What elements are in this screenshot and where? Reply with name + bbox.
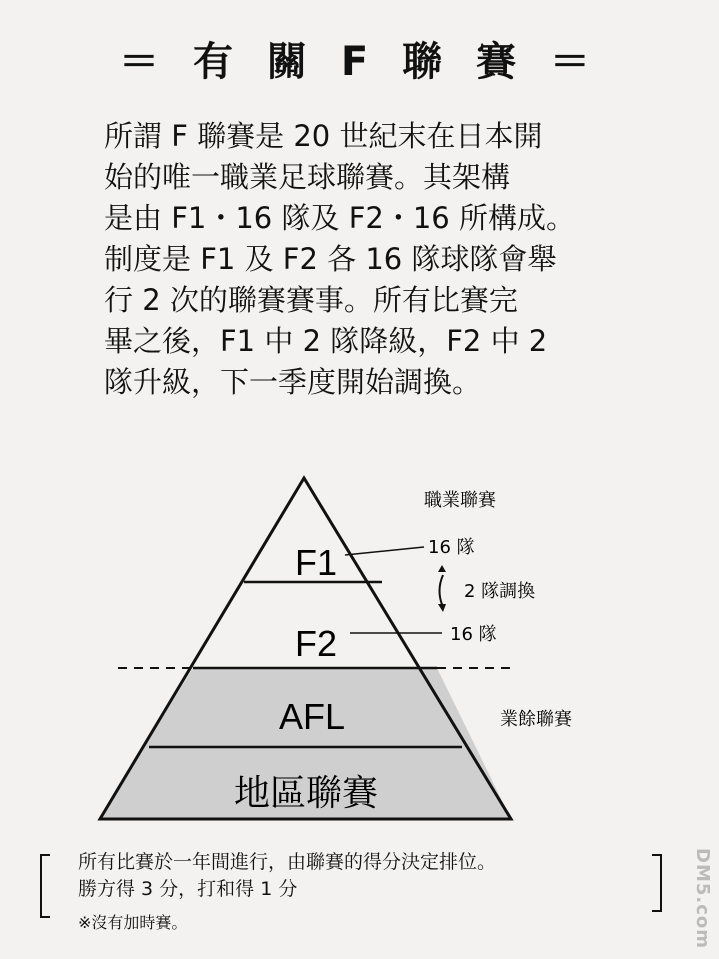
rules-note <box>78 849 658 936</box>
swap-arrow-icon <box>438 565 446 612</box>
swap-label: 2 隊調換 <box>464 581 536 602</box>
tier-label-f2: F2 <box>294 623 338 664</box>
note-left-bracket <box>41 855 50 917</box>
tier-label-regional: 地區聯賽 <box>233 773 379 814</box>
amateur-league-label: 業餘聯賽 <box>500 709 572 730</box>
paragraph-line: 行 2 次的聯賽賽事。所有比賽完 <box>104 283 518 317</box>
paragraph-line: 制度是 F1 及 F2 各 16 隊球隊會舉 <box>104 242 557 276</box>
paragraph-line: 是由 F1・16 隊及 F2・16 所構成。 <box>104 201 575 235</box>
paragraph-line: 所謂 F 聯賽是 20 世紀末在日本開 <box>104 119 543 153</box>
note-footnote: ※沒有加時賽。 <box>78 913 188 932</box>
note-line: 所有比賽於一年間進行，由聯賽的得分決定排位。 <box>78 851 497 873</box>
tier-label-f1: F1 <box>294 542 338 583</box>
paragraph-line: 始的唯一職業足球聯賽。其架構 <box>104 160 511 194</box>
paragraph-line: 隊升級，下一季度開始調換。 <box>104 365 482 399</box>
paragraph-line: 畢之後，F1 中 2 隊降級，F2 中 2 <box>104 324 548 358</box>
f1-team-count: 16 隊 <box>428 537 475 558</box>
f1-leader-line <box>345 547 424 555</box>
pro-league-label: 職業聯賽 <box>424 490 496 511</box>
site-watermark: DM5.com <box>692 848 713 950</box>
page-title: ＝ 有 關 F 聯 賽 ＝ <box>119 39 600 85</box>
tier-label-afl: AFL <box>278 696 346 737</box>
f2-team-count: 16 隊 <box>450 624 497 645</box>
note-line: 勝方得 3 分，打和得 1 分 <box>78 878 298 900</box>
